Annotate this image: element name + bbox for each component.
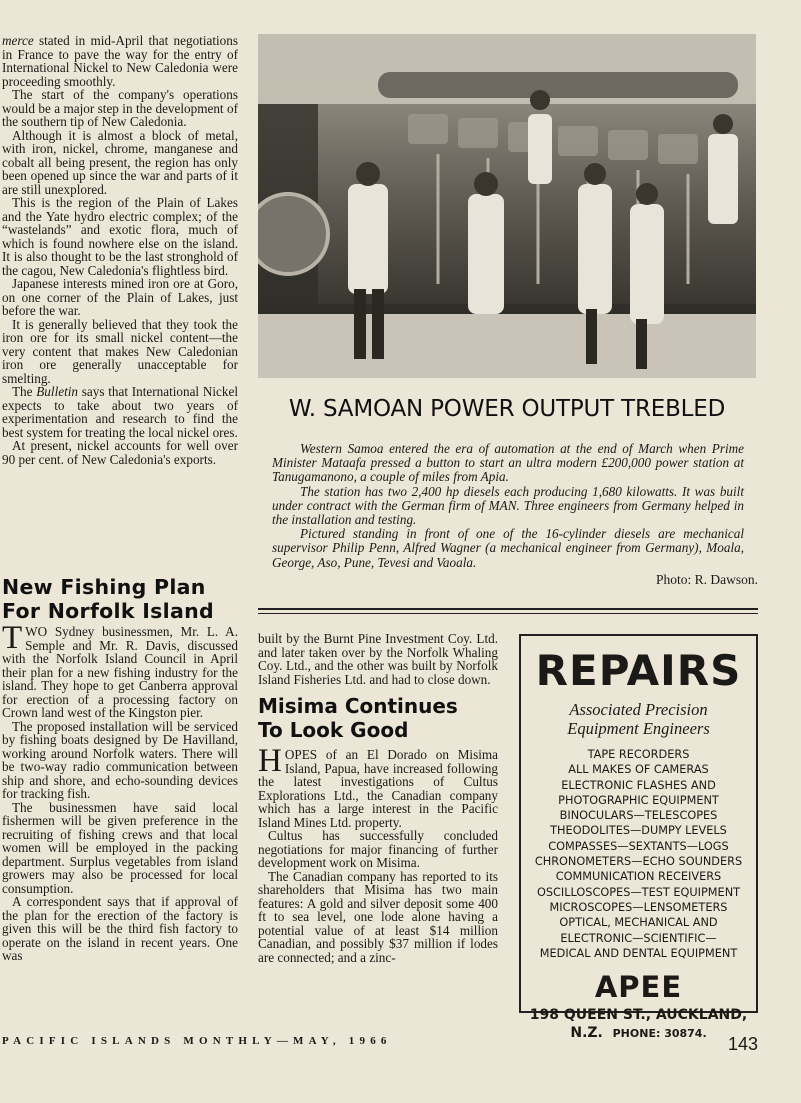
bulletin-title: Bulletin — [36, 384, 79, 399]
nickel-paragraph: Japanese interests mined iron ore at Goro, on one corner of the Plain of Lakes, just before the war. — [2, 276, 238, 318]
ad-service-item: ALL MAKES OF CAMERAS — [568, 763, 709, 777]
ad-service-item: COMPASSES—SEXTANTS—LOGS — [548, 839, 729, 853]
samoa-headline: W. SAMOAN POWER OUTPUT TREBLED — [288, 396, 726, 422]
ad-service-item: OSCILLOSCOPES—TEST EQUIPMENT — [536, 885, 741, 899]
ad-service-item: OPTICAL, MECHANICAL AND — [559, 916, 718, 930]
nickel-paragraph: merce stated in mid-April that negotiations in France to pave the way for the entry of International Nickel to New Caledonia were proceeding smoothly. — [2, 33, 238, 89]
ad-service-item: ELECTRONIC—SCIENTIFIC— — [560, 931, 717, 945]
nickel-paragraph: This is the region of the Plain of Lakes and the Yate hydro electric complex; of the “wastelands” and exotic flora, much of which is found nowhere else on the island. It is also thought to be the last stronghold of the cagou, New Caledonia's flightless bird. — [2, 195, 238, 278]
nickel-article — [2, 34, 238, 466]
ad-service-item: ELECTRONIC FLASHES AND — [561, 778, 716, 792]
nickel-paragraph: The Bulletin says that International Nickel expects to take about two years of experimentation and research to find the best system for treating the local nickel ores. — [2, 384, 238, 440]
fishing-paragraph: TWO Sydney businessmen, Mr. L. A. Semple and Mr. R. Davis, discussed with the Norfolk Island Council in April their plan for a new fishing industry for the island. They hope to get Canberra approval for erection of a processing factory on Crown land west of the Kingston pier. — [2, 620, 238, 720]
misima-paragraph: Cultus has successfully concluded negotiations for major financing of further development work on Misima. — [258, 828, 498, 870]
apee-logo: APEE — [594, 970, 683, 1005]
fishing-paragraph: A correspondent says that if approval of the plan for the erection of the factory is given this will be the third fish factory to operate on the island in recent years. One was — [2, 894, 238, 963]
photo-caption — [272, 442, 744, 570]
footer-masthead: PACIFIC ISLANDS MONTHLY—MAY, 1966 — [2, 1035, 392, 1047]
ad-service-item: MEDICAL AND DENTAL EQUIPMENT — [539, 946, 738, 960]
caption-paragraph: Pictured standing in front of one of the 16-cylinder diesels are mechanical supervisor Philip Penn, Alfred Wagner (a mechanical engineer from Germany), Moala, George, Aso, Pune, Tevesi and Vaoala. — [272, 526, 744, 570]
continued-word: merce — [2, 33, 34, 48]
fishing-headline: New Fishing Plan For Norfolk Island — [2, 575, 215, 623]
drop-cap: H — [258, 743, 282, 779]
nickel-paragraph: It is generally believed that they took the iron ore for its small nickel content—the very content that makes New Caledonian iron ore generally unacceptable for smelting. — [2, 316, 238, 386]
section-divider — [258, 608, 758, 614]
photo-credit: Photo: R. Dawson. — [655, 572, 758, 587]
misima-paragraph: HOPES of an El Dorado on Misima Island, Papua, have increased following the latest investigations of Cultus Explorations Ltd., the Canadian company which has a large interest in the Pacific Island Mines Ltd. property. — [258, 743, 498, 830]
nickel-paragraph: The start of the company's operations would be a major step in the development of the southern tip of New Caledonia. — [2, 87, 238, 129]
misima-paragraph: The Canadian company has reported to its shareholders that Misima has two main features: A gold and silver deposit some 400 ft to sea level, one lode alone having a potential value of at least $14 million Canadian, and possibly $37 million if lodes are connected; and a zinc- — [258, 868, 498, 965]
ad-subtitle: Associated Precision Equipment Engineers — [567, 700, 710, 738]
drop-cap: T — [2, 620, 23, 656]
ad-title: REPAIRS — [535, 646, 742, 695]
caption-paragraph: Western Samoa entered the era of automation at the end of March when Prime Minister Mataafa pressed a button to start an ultra modern £200,000 power station at Tanugamanono, a couple of miles from Apia. — [272, 441, 744, 485]
ad-service-item: MICROSCOPES—LENSOMETERS — [549, 900, 728, 914]
ad-service-item: THEODOLITES—DUMPY LEVELS — [550, 824, 727, 838]
fishing-paragraph: The proposed installation will be serviced by fishing boats designed by De Havilland, working around Norfolk waters. There will be two-way radio communication between ship and shore, and echo-sounding devices for tracking fish. — [2, 718, 238, 801]
nickel-paragraph: Although it is almost a block of metal, with iron, nickel, chrome, manganese and cobalt all being present, the region has only been opened up since the war and parts of it are still unexplored. — [2, 127, 238, 197]
ad-service-item: PHOTOGRAPHIC EQUIPMENT — [558, 793, 719, 807]
ad-phone: PHONE: 30874. — [612, 1027, 707, 1041]
ad-service-item: COMMUNICATION RECEIVERS — [555, 870, 722, 884]
fishing-continuation: built by the Burnt Pine Investment Coy. Ltd. and later taken over by the Norfolk Whaling Coy. Ltd., and the other was built by Norfolk Island Fisheries Ltd. and had to close down. — [258, 631, 498, 687]
caption-paragraph: The station has two 2,400 hp diesels each producing 1,680 kilowatts. It was built under contract with the German firm of MAN. Three engineers from Germany helped in the installation and testing. — [272, 483, 744, 528]
ad-address: 198 QUEEN ST., AUCKLAND, N.Z. PHONE: 30874. — [529, 1007, 748, 1042]
ad-service-list — [521, 747, 756, 961]
page-number: 143 — [728, 1034, 759, 1054]
misima-headline: Misima Continues To Look Good — [258, 694, 458, 742]
middle-column — [258, 632, 498, 964]
repairs-advertisement — [519, 634, 758, 1042]
fishing-paragraph: The businessmen have said local fishermen will be given preference in the recruiting of fishing crews and that local women will be employed in the packing department. Surplus vegetables from island growers may also be processed for local consumption. — [2, 799, 238, 896]
ad-service-item: CHRONOMETERS—ECHO SOUNDERS — [534, 855, 743, 869]
power-station-photo — [258, 34, 756, 378]
ad-service-item: TAPE RECORDERS — [587, 748, 690, 761]
ad-service-item: BINOCULARS—TELESCOPES — [559, 809, 718, 823]
nickel-paragraph: At present, nickel accounts for well over 90 per cent. of New Caledonia's exports. — [2, 438, 238, 467]
diesel-engine-photo-illustration — [258, 34, 756, 378]
fishing-article — [2, 620, 238, 963]
